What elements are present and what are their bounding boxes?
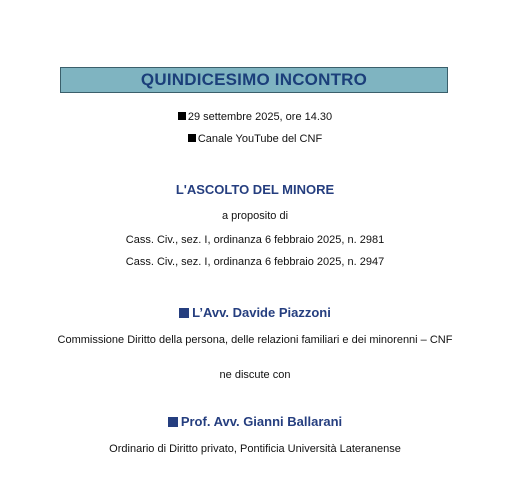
channel-text: Canale YouTube del CNF <box>197 133 323 145</box>
speaker2-name: Prof. Avv. Gianni Ballarani <box>180 414 343 429</box>
reference-1: Cass. Civ., sez. I, ordinanza 6 febbraio 2025, n. 2981 <box>125 234 385 246</box>
speaker1-name-line <box>0 305 510 321</box>
channel-line <box>0 132 510 146</box>
title-banner <box>60 67 448 93</box>
about-label: a proposito di <box>221 210 289 222</box>
topic-heading: L'ASCOLTO DEL MINORE <box>175 182 335 197</box>
speaker1-role: Commissione Diritto della persona, delle relazioni familiari e dei minorenni – CNF <box>57 334 453 346</box>
speaker2-name-line <box>0 414 510 430</box>
page-title: QUINDICESIMO INCONTRO <box>140 70 368 89</box>
speaker1-name: L’Avv. Davide Piazzoni <box>192 305 331 320</box>
square-bullet-icon <box>188 134 196 142</box>
reference-2: Cass. Civ., sez. I, ordinanza 6 febbraio 2025, n. 2947 <box>125 256 385 268</box>
date-text: 29 settembre 2025, ore 14.30 <box>187 111 333 123</box>
square-bullet-icon <box>179 308 189 318</box>
date-line <box>0 110 510 124</box>
discussion-label: ne discute con <box>219 369 291 381</box>
square-bullet-icon <box>168 417 178 427</box>
square-bullet-icon <box>178 112 186 120</box>
speaker2-role: Ordinario di Diritto privato, Pontificia Università Lateranense <box>109 443 401 455</box>
